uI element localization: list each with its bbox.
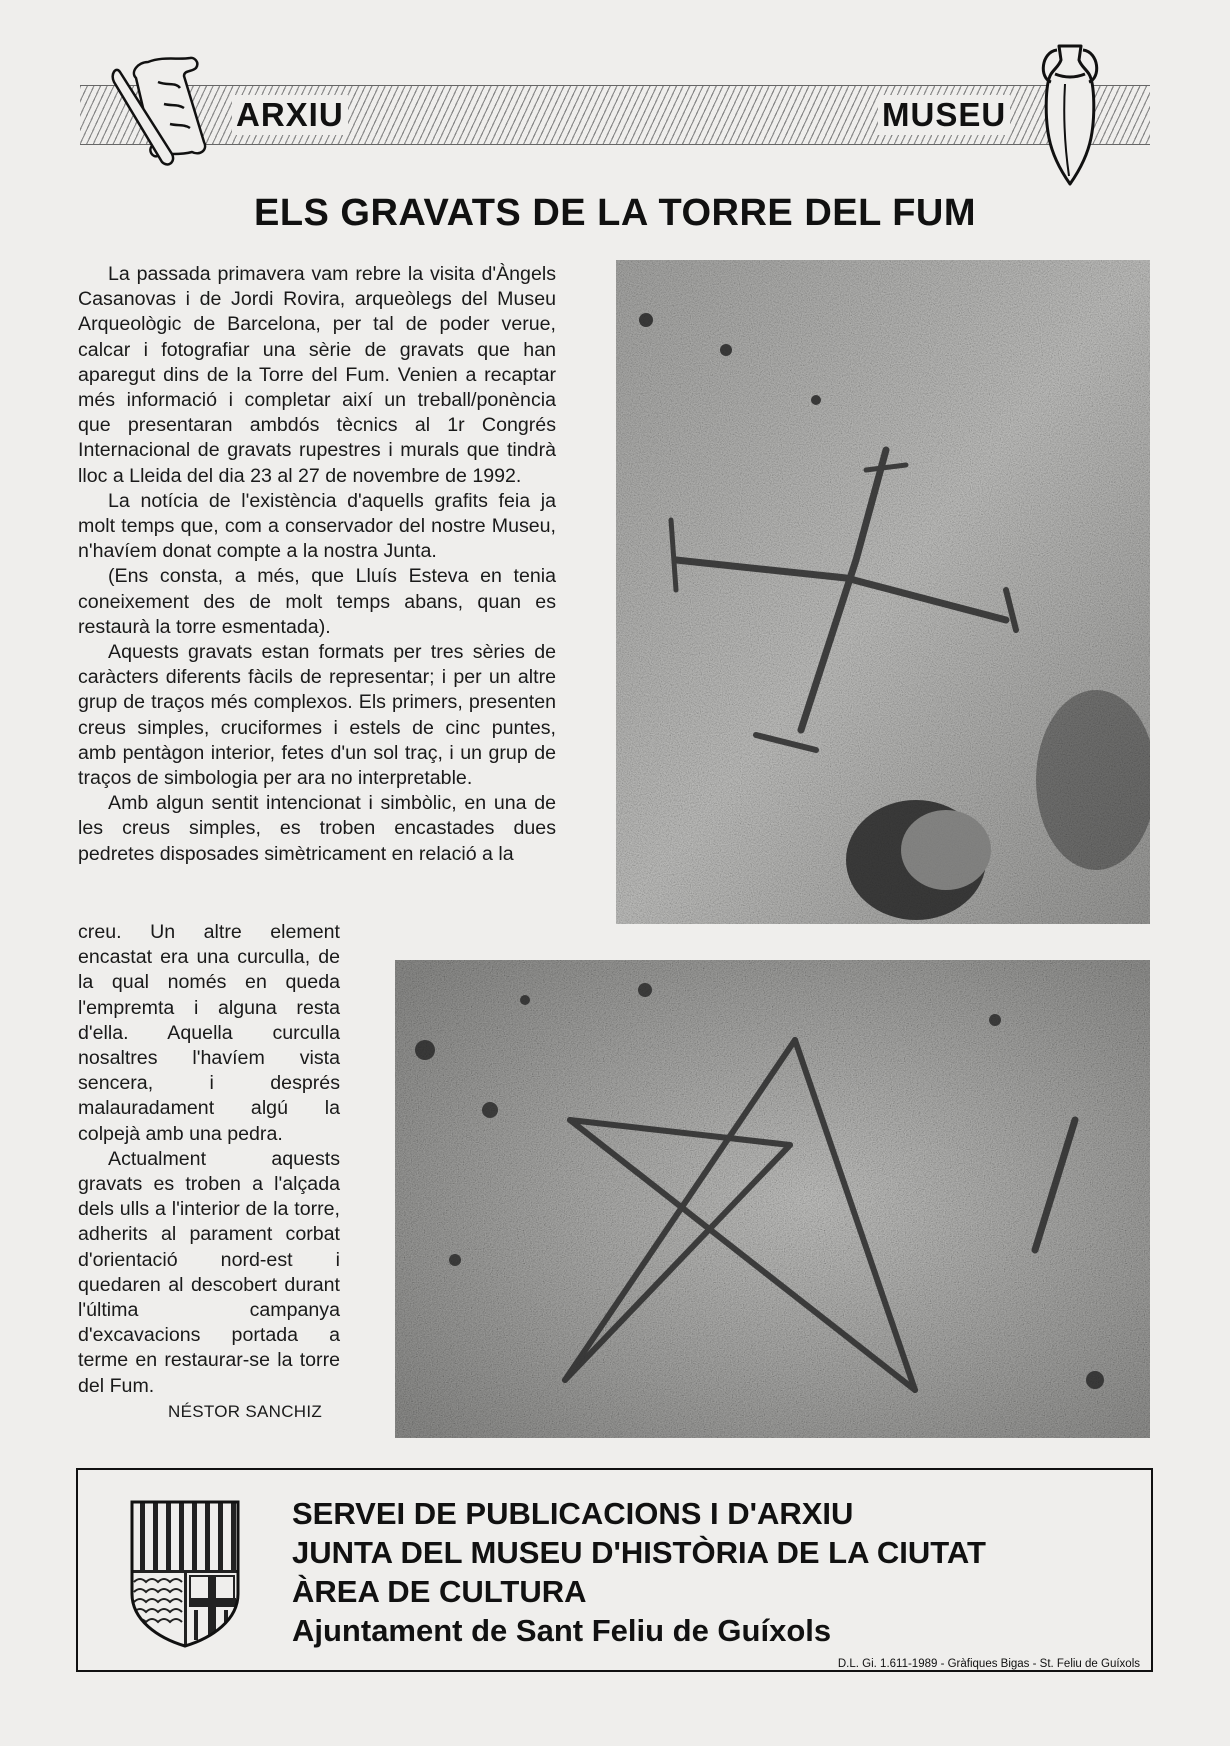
scroll-icon — [108, 52, 228, 172]
author-signature: NÉSTOR SANCHIZ — [168, 1402, 323, 1421]
article-body-upper — [78, 262, 556, 867]
amphora-icon — [1035, 38, 1105, 188]
paragraph: La notícia de l'existència d'aquells grafits feia ja molt temps que, com a conservador del nostre Museu, n'havíem donat compte a la nostra Junta. — [78, 489, 556, 563]
photo-cross-engraving — [616, 260, 1150, 924]
footer-line-ajuntament: Ajuntament de Sant Feliu de Guíxols — [292, 1613, 832, 1648]
band-label-museu: MUSEU — [878, 95, 1010, 135]
paragraph: Actualment aquests gravats es troben a l'alçada dels ulls a l'interior de la torre, adherits al parament corbat d'orientació nord-est i quedaren al descobert durant l'última campanya d'excavacions portada a terme en restaurar-se la torre del Fum. — [78, 1147, 340, 1397]
footer-line-area: ÀREA DE CULTURA — [292, 1574, 587, 1609]
photo-star-engraving — [395, 960, 1150, 1438]
coat-of-arms-icon — [128, 1498, 242, 1650]
article-title: ELS GRAVATS DE LA TORRE DEL FUM — [253, 192, 977, 234]
paragraph: Amb algun sentit intencionat i simbòlic, en una de les creus simples, es troben encastades dues pedretes disposades simètricament en relació a la — [78, 792, 556, 865]
footer-line-junta: JUNTA DEL MUSEU D'HISTÒRIA DE LA CIUTAT — [292, 1535, 986, 1570]
paragraph: (Ens consta, a més, que Lluís Esteva en tenia coneixement des de molt temps abans, quan es restaurà la torre esmentada). — [78, 565, 556, 638]
paragraph: La passada primavera vam rebre la visita d'Àngels Casanovas i de Jordi Rovira, arqueòlegs del Museu Arqueològic de Barcelona, per tal de poder verue, calcar i fotografiar una sèrie de gravats que han aparegut dins de la Torre del Fum. Venien a recaptar més informació i completar així un treball/ponència que presentaran ambdós tècnics al 1r Congrés Internacional de gravats rupestres i murals que tindrà lloc a Lleida del dia 23 al 27 de novembre de 1992. — [78, 263, 556, 487]
paragraph: Aquests gravats estan formats per tres sèries de caràcters diferents fàcils de representar; i per un altre grup de traços més complexos. Els primers, presenten creus simples, cruciformes i estels de cinc puntes, amb pentàgon interior, fetes d'un sol traç, i un grup de traços de simbologia per ara no interpretable. — [78, 641, 556, 790]
article-body-lower — [78, 920, 340, 1399]
legal-deposit: D.L. Gi. 1.611-1989 - Gràfiques Bigas - St. Feliu de Guíxols — [837, 1658, 1140, 1670]
paragraph: creu. Un altre element encastat era una curculla, de la qual només en queda l'empremta i alguna resta d'ella. Aquella curculla nosaltres l'havíem vista sencera, i després malauradament algú la colpejà amb una pedra. — [78, 921, 340, 1145]
band-label-arxiu: ARXIU — [232, 95, 348, 135]
footer-line-service: SERVEI DE PUBLICACIONS I D'ARXIU — [292, 1496, 854, 1531]
